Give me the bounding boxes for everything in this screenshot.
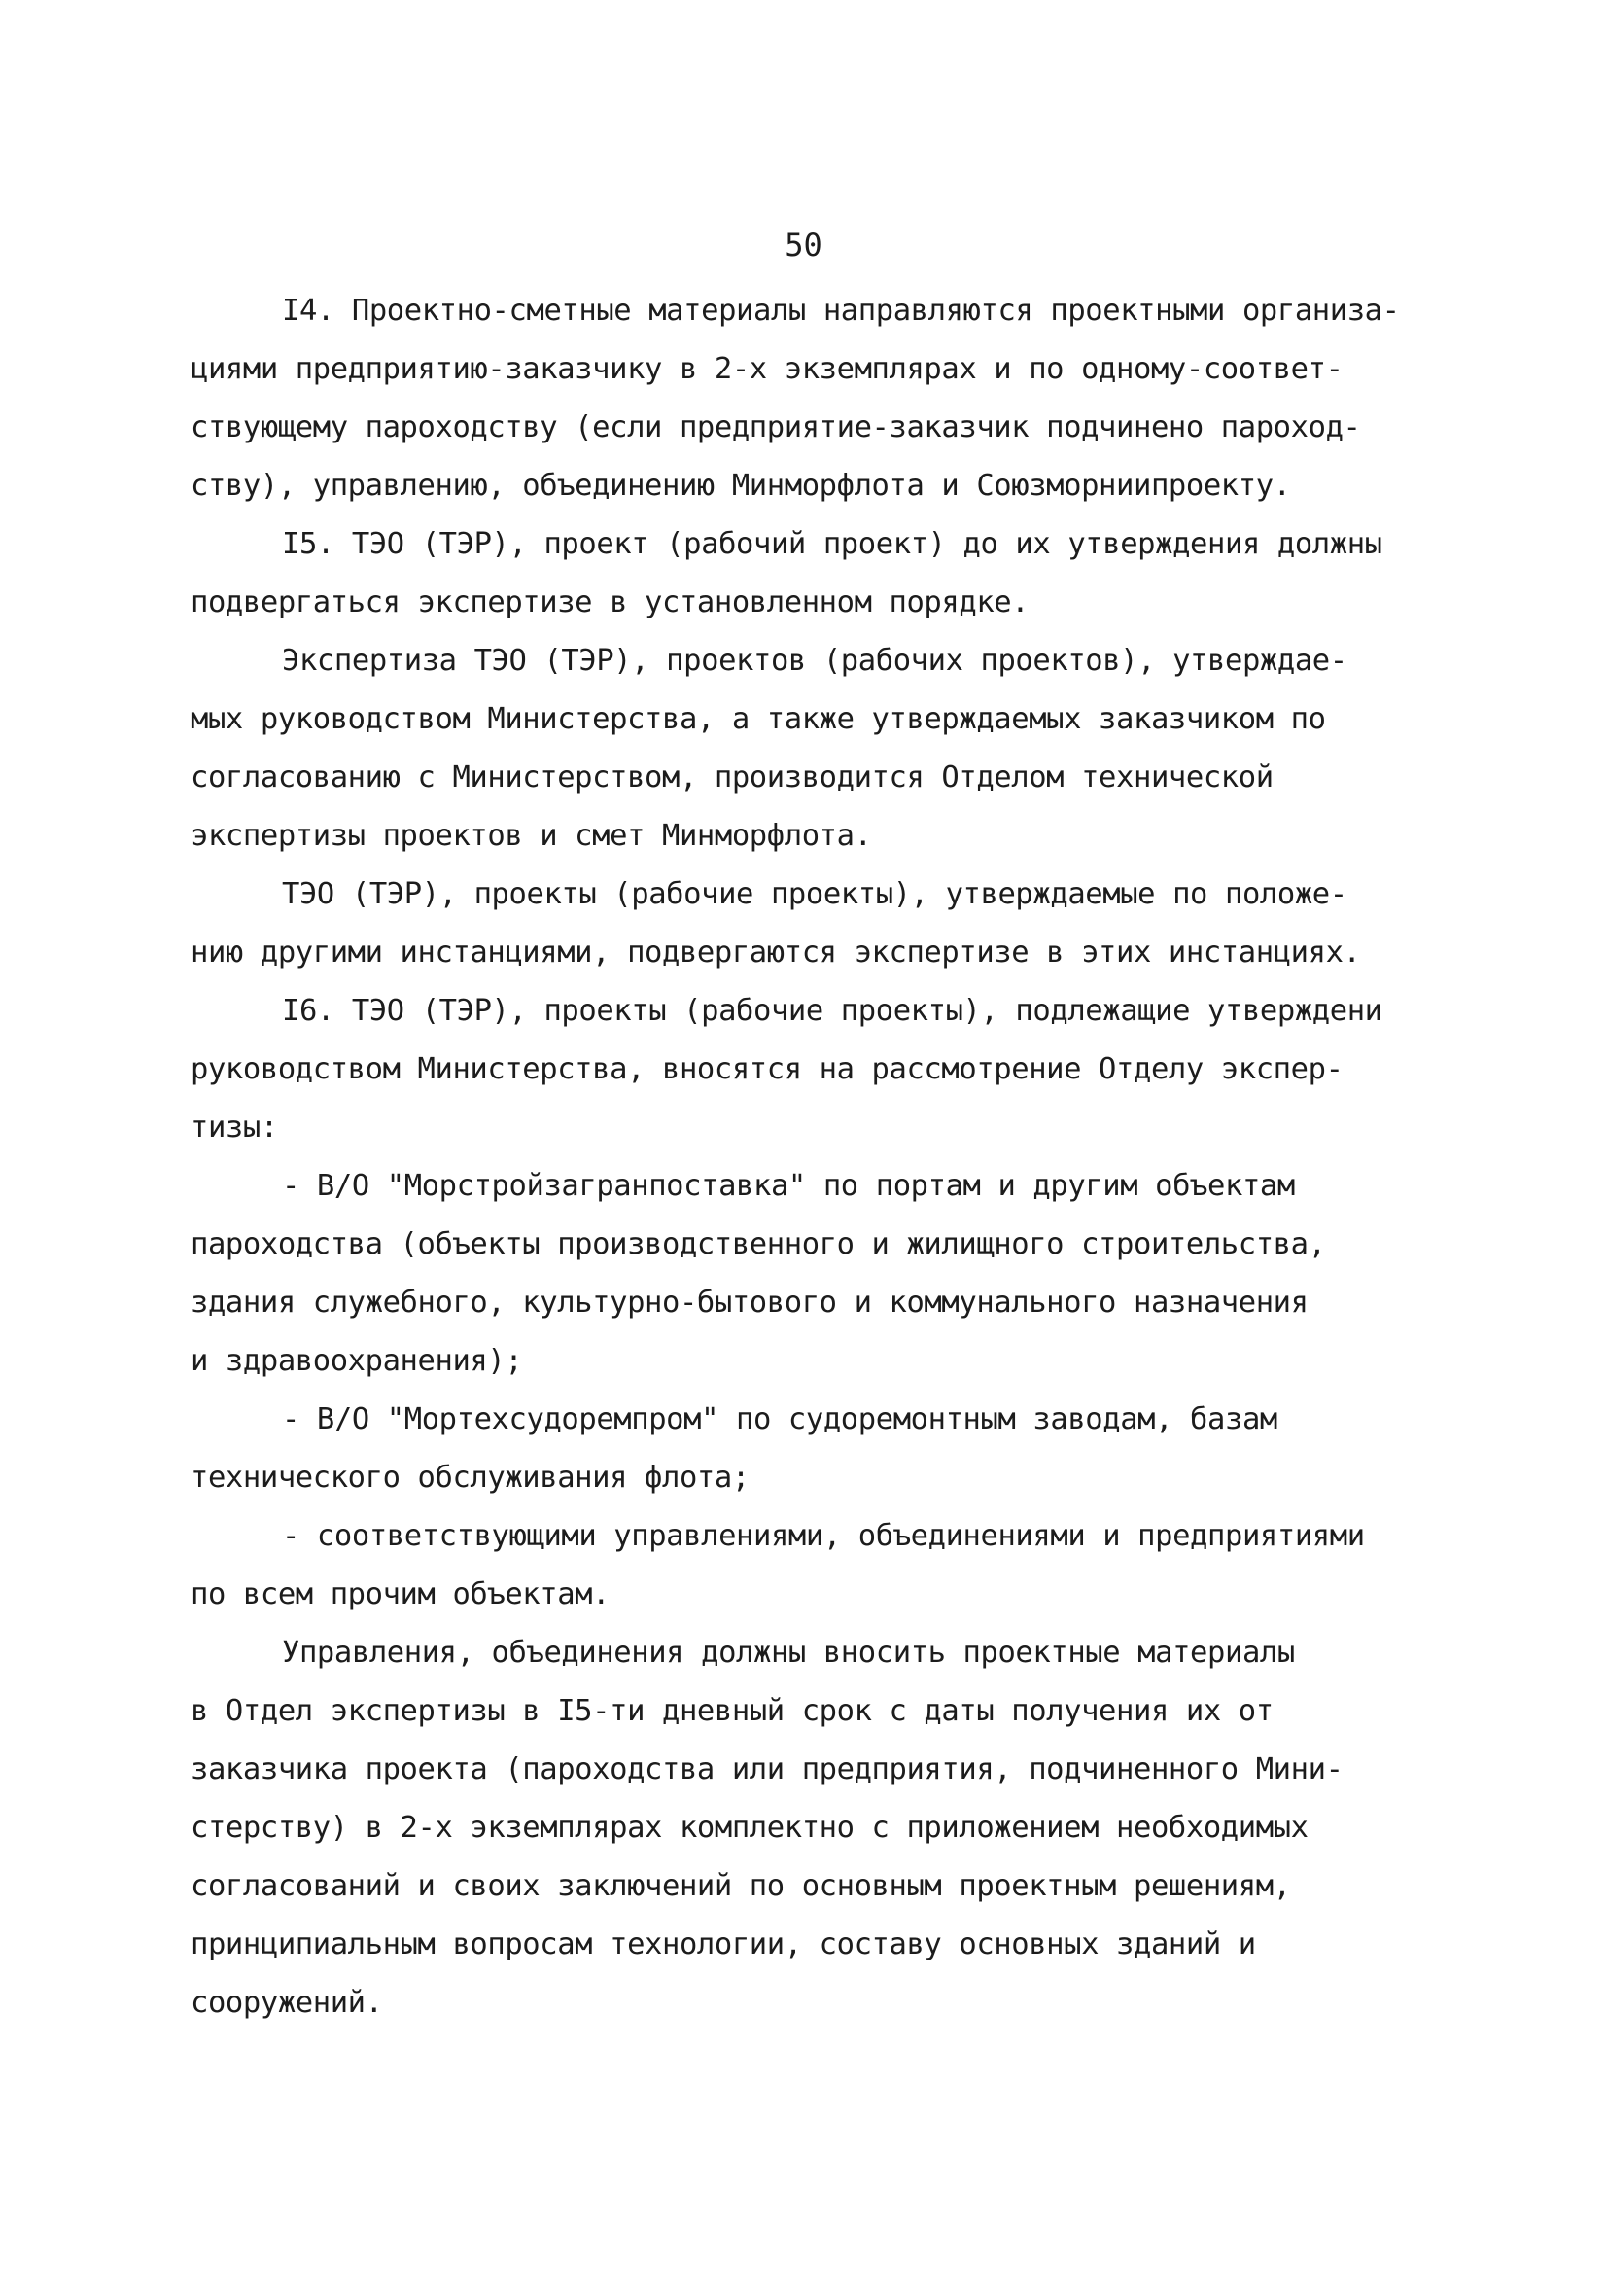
text-line: Экспертиза ТЭО (ТЭР), проектов (рабочих проектов), утверждае- [282, 644, 1347, 678]
text-line: согласований и своих заключений по основным проектным решениям, [191, 1869, 1291, 1903]
text-line: - В/О "Мортехсудоремпром" по судоремонтным заводам, базам [282, 1402, 1277, 1436]
text-line: сооружений. [191, 1986, 383, 2020]
text-line: принципиальным вопросам технологии, составу основных зданий и [191, 1927, 1256, 1961]
text-line: стерству) в 2-х экземплярах комплектно с приложением необходимых [191, 1811, 1309, 1845]
text-line: мых руководством Министерства, а также утверждаемых заказчиком по [191, 702, 1326, 736]
text-line: I4. Проектно-сметные материалы направляются проектными организа- [282, 294, 1400, 328]
text-line: в Отдел экспертизы в I5-ти дневный срок с даты получения их от [191, 1694, 1274, 1728]
text-line: здания служебного, культурно-бытового и коммунального назначения [191, 1286, 1309, 1320]
text-line: по всем прочим объектам. [191, 1577, 611, 1611]
text-line: ТЭО (ТЭР), проекты (рабочие проекты), утверждаемые по положе- [282, 877, 1347, 911]
text-line: подвергаться экспертизе в установленном порядке. [191, 585, 1030, 619]
text-line: руководством Министерства, вносятся на рассмотрение Отделу экспер- [191, 1052, 1344, 1086]
text-line: ству), управлению, объединению Минморфлота и Союзморниипроекту. [191, 469, 1291, 503]
text-line: технического обслуживания флота; [191, 1461, 750, 1495]
document-body [191, 282, 1417, 2032]
text-line: Управления, объединения должны вносить проектные материалы [282, 1636, 1295, 1670]
text-line: экспертизы проектов и смет Минморфлота. [191, 819, 872, 853]
text-line: нию другими инстанциями, подвергаются экспертизе в этих инстанциях. [191, 936, 1361, 970]
text-line: тизы: [191, 1111, 278, 1145]
page-number: 50 [785, 227, 822, 264]
text-line: и здравоохранения); [191, 1344, 523, 1378]
text-line: согласованию с Министерством, производится Отделом технической [191, 760, 1274, 795]
text-line: циями предприятию-заказчику в 2-х экземплярах и по одному-соответ- [191, 352, 1344, 386]
text-line: - В/О "Морстройзагранпоставка" по портам и другим объектам [282, 1169, 1295, 1203]
text-line: I5. ТЭО (ТЭР), проект (рабочий проект) до их утверждения должны [282, 527, 1382, 561]
text-line: ствующему пароходству (если предприятие-заказчик подчинено пароход- [191, 410, 1361, 444]
text-line: заказчика проекта (пароходства или предприятия, подчиненного Мини- [191, 1752, 1344, 1786]
text-line: - соответствующими управлениями, объединениями и предприятиями [282, 1519, 1365, 1553]
text-line: I6. ТЭО (ТЭР), проекты (рабочие проекты), подлежащие утверждени [282, 994, 1382, 1028]
text-line: пароходства (объекты производственного и жилищного строительства, [191, 1227, 1326, 1261]
